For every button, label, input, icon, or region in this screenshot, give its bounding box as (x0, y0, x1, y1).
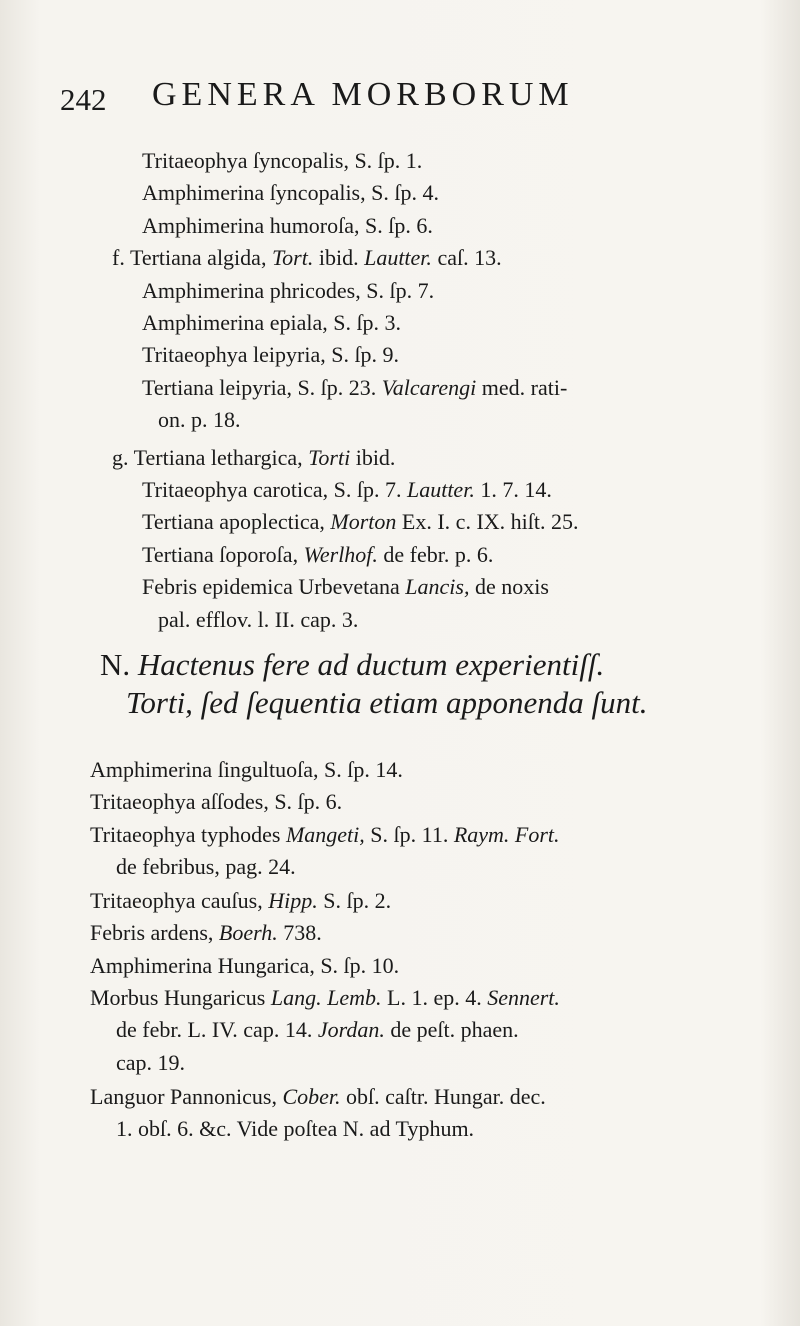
entry-text: 738. (283, 920, 322, 945)
entry-text: 1. obſ. 6. &c. Vide poſtea N. ad Typhum. (116, 1116, 475, 1141)
entry-text: Tritaeophya typhodes (90, 822, 281, 847)
citation: Lautter. (406, 477, 475, 502)
citation: Lang. Lemb. (270, 985, 382, 1010)
entry-label: f. (112, 245, 125, 270)
entry-text: Tritaeophya ſyncopalis, S. ſp. 1. (142, 148, 423, 173)
page-number: 242 (60, 82, 107, 117)
text-line (90, 821, 560, 849)
entry-text: Tritaeophya leipyria, S. ſp. 9. (142, 342, 400, 367)
citation: Sennert. (487, 985, 560, 1010)
text-line (142, 147, 422, 175)
text-line (116, 853, 296, 881)
entry-text: Amphimerina humoroſa, S. ſp. 6. (142, 213, 433, 238)
entry-label: N. (100, 647, 131, 682)
entry-text: Febris ardens, (90, 920, 214, 945)
entry-text: Tertiana algida, (129, 245, 267, 270)
text-line (142, 277, 434, 305)
entry-text: med. rati- (481, 375, 568, 400)
citation: Valcarengi (381, 375, 477, 400)
text-line (142, 179, 439, 207)
entry-text: Tertiana apoplectica, (142, 509, 325, 534)
citation: Werlhof. (303, 542, 378, 567)
citation: Hipp. (268, 888, 318, 913)
text-line (90, 984, 560, 1012)
text-line (112, 244, 502, 272)
text-line (142, 573, 549, 601)
citation: Mangeti, (285, 822, 365, 847)
entry-text: de peſt. phaen. (390, 1017, 519, 1042)
text-line (142, 476, 552, 504)
entry-text: ibid. (355, 445, 396, 470)
entry-text: Febris epidemica Urbevetana (142, 574, 400, 599)
citation: Morton (330, 509, 397, 534)
entry-text: Languor Pannonicus, (90, 1084, 277, 1109)
text-line (90, 788, 342, 816)
entry-text: obſ. caſtr. Hungar. dec. (346, 1084, 546, 1109)
text-line (90, 756, 403, 784)
entry-text: Morbus Hungaricus (90, 985, 266, 1010)
entry-text: Amphimerina ſyncopalis, S. ſp. 4. (142, 180, 439, 205)
citation: Torti, ſed ſequentia etiam apponenda ſunt. (126, 685, 648, 720)
entry-label: g. (112, 445, 129, 470)
citation: Raym. Fort. (453, 822, 560, 847)
citation: Hactenus fere ad ductum experientiſſ. (137, 647, 605, 682)
entry-text: Tritaeophya carotica, S. ſp. 7. (142, 477, 402, 502)
text-line (90, 1083, 546, 1111)
citation: Cober. (282, 1084, 341, 1109)
text-line (112, 444, 395, 472)
entry-text: de febribus, pag. 24. (116, 854, 296, 879)
entry-text: Tertiana leipyria, S. ſp. 23. (142, 375, 377, 400)
entry-text: S. ſp. 11. (370, 822, 449, 847)
entry-text: cap. 19. (116, 1050, 186, 1075)
entry-text: de febr. L. IV. cap. 14. (116, 1017, 313, 1042)
citation: Boerh. (218, 920, 278, 945)
entry-text: caſ. 13. (437, 245, 502, 270)
text-line (142, 341, 399, 369)
text-line (116, 1049, 185, 1077)
entry-text: Tertiana lethargica, (133, 445, 303, 470)
entry-text: Amphimerina Hungarica, S. ſp. 10. (90, 953, 400, 978)
entry-text: Tritaeophya cauſus, (90, 888, 263, 913)
entry-text: L. 1. ep. 4. (387, 985, 482, 1010)
entry-text: Ex. I. c. IX. hiſt. 25. (401, 509, 579, 534)
text-line (142, 541, 493, 569)
entry-text: ibid. (318, 245, 359, 270)
section-heading-line (126, 684, 648, 722)
text-line (90, 919, 322, 947)
entry-text: de febr. p. 6. (383, 542, 494, 567)
entry-text: de noxis (474, 574, 549, 599)
citation: Jordan. (317, 1017, 385, 1042)
text-line (142, 508, 579, 536)
citation: Tort. (271, 245, 314, 270)
entry-text: pal. efflov. l. II. cap. 3. (158, 607, 359, 632)
text-line (116, 1115, 474, 1143)
text-line (142, 309, 401, 337)
text-line (158, 606, 358, 634)
text-line (142, 212, 433, 240)
text-line (158, 406, 241, 434)
text-line (116, 1016, 519, 1044)
entry-text: Tritaeophya aſſodes, S. ſp. 6. (90, 789, 343, 814)
entry-text: Tertiana ſoporoſa, (142, 542, 299, 567)
section-heading-line (100, 646, 604, 684)
text-line (142, 374, 567, 402)
page-header (60, 76, 680, 120)
citation: Lautter. (364, 245, 432, 270)
entry-text: Amphimerina epiala, S. ſp. 3. (142, 310, 402, 335)
entry-text: Amphimerina ſingultuoſa, S. ſp. 14. (90, 757, 403, 782)
entry-text: S. ſp. 2. (323, 888, 392, 913)
text-line (90, 952, 399, 980)
text-line (90, 887, 391, 915)
citation: Lancis, (405, 574, 470, 599)
entry-text: on. p. 18. (158, 407, 241, 432)
entry-text: 1. 7. 14. (480, 477, 552, 502)
running-head: GENERA MORBORUM (152, 76, 574, 113)
citation: Torti (308, 445, 351, 470)
entry-text: Amphimerina phricodes, S. ſp. 7. (142, 278, 435, 303)
